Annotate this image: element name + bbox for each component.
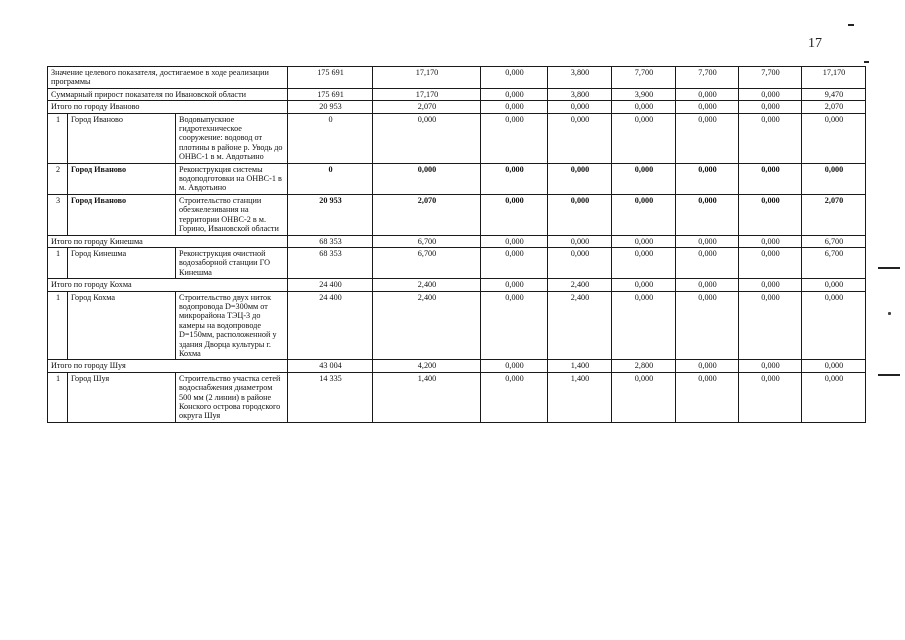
summary-label: Значение целевого показателя, достигаемое в ходе реализации программы <box>48 67 288 89</box>
value-cell: 20 953 <box>288 194 373 235</box>
value-cell: 2,070 <box>373 101 481 113</box>
value-cell: 20 953 <box>288 101 373 113</box>
summary-row <box>48 67 866 89</box>
page-number: 17 <box>808 36 822 51</box>
value-cell: 0,000 <box>676 163 739 194</box>
value-cell: 0,000 <box>481 279 548 291</box>
value-cell: 6,700 <box>373 247 481 278</box>
value-cell: 0,000 <box>612 247 676 278</box>
row-number: 1 <box>48 247 68 278</box>
value-cell: 0,000 <box>739 279 802 291</box>
value-cell: 0,000 <box>676 101 739 113</box>
row-number: 1 <box>48 113 68 163</box>
value-cell: 3,800 <box>548 67 612 89</box>
value-cell: 0 <box>288 113 373 163</box>
value-cell: 0,000 <box>373 163 481 194</box>
value-cell: 43 004 <box>288 360 373 372</box>
value-cell: 2,400 <box>548 279 612 291</box>
value-cell: 0,000 <box>739 101 802 113</box>
value-cell: 0,000 <box>739 291 802 360</box>
description-cell: Строительство станции обезжелезивания на территории ОНВС-2 в м. Горино, Ивановской области <box>176 194 288 235</box>
scan-speck <box>888 312 891 315</box>
row-number: 1 <box>48 291 68 360</box>
city-cell: Город Кохма <box>68 291 176 360</box>
value-cell: 2,400 <box>373 279 481 291</box>
value-cell: 0,000 <box>676 88 739 100</box>
table-row <box>48 194 866 235</box>
value-cell: 0,000 <box>802 279 866 291</box>
value-cell: 0,000 <box>548 194 612 235</box>
city-cell: Город Иваново <box>68 194 176 235</box>
summary-label: Итого по городу Кинешма <box>48 235 288 247</box>
scan-mark <box>864 61 869 63</box>
value-cell: 175 691 <box>288 88 373 100</box>
value-cell: 0,000 <box>548 113 612 163</box>
summary-row <box>48 101 866 113</box>
value-cell: 0,000 <box>612 291 676 360</box>
value-cell: 0,000 <box>612 101 676 113</box>
value-cell: 0,000 <box>802 360 866 372</box>
value-cell: 0,000 <box>548 163 612 194</box>
summary-label: Итого по городу Иваново <box>48 101 288 113</box>
summary-row <box>48 279 866 291</box>
value-cell: 0,000 <box>612 235 676 247</box>
value-cell: 4,200 <box>373 360 481 372</box>
summary-row <box>48 88 866 100</box>
value-cell: 9,470 <box>802 88 866 100</box>
value-cell: 6,700 <box>802 235 866 247</box>
value-cell: 68 353 <box>288 235 373 247</box>
data-table <box>47 66 866 423</box>
value-cell: 0,000 <box>481 291 548 360</box>
value-cell: 0,000 <box>802 163 866 194</box>
value-cell: 0,000 <box>481 372 548 422</box>
scan-mark <box>878 267 900 269</box>
value-cell: 1,400 <box>373 372 481 422</box>
value-cell: 1,400 <box>548 360 612 372</box>
city-cell: Город Иваново <box>68 163 176 194</box>
value-cell: 0,000 <box>676 113 739 163</box>
value-cell: 0,000 <box>739 360 802 372</box>
value-cell: 2,070 <box>373 194 481 235</box>
description-cell: Строительство двух ниток водопровода D=300мм от микрорайона ТЭЦ-3 до камеры на водопроводе D=150мм, расположенной у здания Дворца культуры г. Кохма <box>176 291 288 360</box>
scan-mark <box>848 24 854 26</box>
city-cell: Город Шуя <box>68 372 176 422</box>
value-cell: 0,000 <box>612 163 676 194</box>
value-cell: 0,000 <box>802 372 866 422</box>
description-cell: Реконструкция системы водоподготовки на ОНВС-1 в м. Авдотьино <box>176 163 288 194</box>
value-cell: 0,000 <box>739 247 802 278</box>
value-cell: 0,000 <box>373 113 481 163</box>
value-cell: 17,170 <box>373 88 481 100</box>
description-cell: Строительство участка сетей водоснабжения диаметром 500 мм (2 линии) в районе Конского острова городского округа Шуя <box>176 372 288 422</box>
value-cell: 7,700 <box>612 67 676 89</box>
value-cell: 24 400 <box>288 279 373 291</box>
value-cell: 0,000 <box>481 247 548 278</box>
value-cell: 0,000 <box>676 235 739 247</box>
value-cell: 0,000 <box>676 247 739 278</box>
value-cell: 2,070 <box>802 101 866 113</box>
summary-row <box>48 235 866 247</box>
value-cell: 0,000 <box>739 113 802 163</box>
value-cell: 0,000 <box>481 194 548 235</box>
value-cell: 2,400 <box>373 291 481 360</box>
table-row <box>48 163 866 194</box>
table-row <box>48 372 866 422</box>
summary-row <box>48 360 866 372</box>
value-cell: 0,000 <box>481 163 548 194</box>
summary-label: Итого по городу Шуя <box>48 360 288 372</box>
value-cell: 0,000 <box>612 279 676 291</box>
value-cell: 17,170 <box>802 67 866 89</box>
value-cell: 0,000 <box>481 101 548 113</box>
city-cell: Город Иваново <box>68 113 176 163</box>
value-cell: 6,700 <box>802 247 866 278</box>
value-cell: 3,800 <box>548 88 612 100</box>
value-cell: 0,000 <box>548 235 612 247</box>
value-cell: 0,000 <box>676 291 739 360</box>
value-cell: 0,000 <box>802 291 866 360</box>
value-cell: 3,900 <box>612 88 676 100</box>
value-cell: 0,000 <box>481 360 548 372</box>
row-number: 1 <box>48 372 68 422</box>
value-cell: 0,000 <box>739 372 802 422</box>
table-row <box>48 291 866 360</box>
value-cell: 2,400 <box>548 291 612 360</box>
value-cell: 0,000 <box>481 113 548 163</box>
value-cell: 0,000 <box>802 113 866 163</box>
summary-label: Суммарный прирост показателя по Ивановской области <box>48 88 288 100</box>
value-cell: 2,070 <box>802 194 866 235</box>
value-cell: 0,000 <box>548 101 612 113</box>
value-cell: 24 400 <box>288 291 373 360</box>
value-cell: 0,000 <box>676 194 739 235</box>
row-number: 2 <box>48 163 68 194</box>
value-cell: 0,000 <box>676 372 739 422</box>
description-cell: Реконструкция очистной водозаборной станции ГО Кинешма <box>176 247 288 278</box>
table-row <box>48 113 866 163</box>
scan-mark <box>878 374 900 376</box>
value-cell: 0,000 <box>739 194 802 235</box>
value-cell: 6,700 <box>373 235 481 247</box>
table-row <box>48 247 866 278</box>
value-cell: 14 335 <box>288 372 373 422</box>
value-cell: 0,000 <box>739 235 802 247</box>
value-cell: 1,400 <box>548 372 612 422</box>
row-number: 3 <box>48 194 68 235</box>
city-cell: Город Кинешма <box>68 247 176 278</box>
value-cell: 0,000 <box>481 88 548 100</box>
value-cell: 0 <box>288 163 373 194</box>
value-cell: 17,170 <box>373 67 481 89</box>
value-cell: 0,000 <box>612 194 676 235</box>
value-cell: 0,000 <box>481 67 548 89</box>
value-cell: 0,000 <box>739 88 802 100</box>
summary-label: Итого по городу Кохма <box>48 279 288 291</box>
value-cell: 0,000 <box>676 279 739 291</box>
value-cell: 68 353 <box>288 247 373 278</box>
value-cell: 0,000 <box>548 247 612 278</box>
value-cell: 7,700 <box>739 67 802 89</box>
value-cell: 0,000 <box>612 372 676 422</box>
value-cell: 7,700 <box>676 67 739 89</box>
description-cell: Водовыпускное гидротехническое сооружение: водовод от плотины в районе р. Уводь до ОНВС-1 в м. Авдотьино <box>176 113 288 163</box>
value-cell: 175 691 <box>288 67 373 89</box>
value-cell: 0,000 <box>612 113 676 163</box>
table-body <box>48 67 866 423</box>
value-cell: 0,000 <box>739 163 802 194</box>
value-cell: 0,000 <box>481 235 548 247</box>
value-cell: 2,800 <box>612 360 676 372</box>
value-cell: 0,000 <box>676 360 739 372</box>
